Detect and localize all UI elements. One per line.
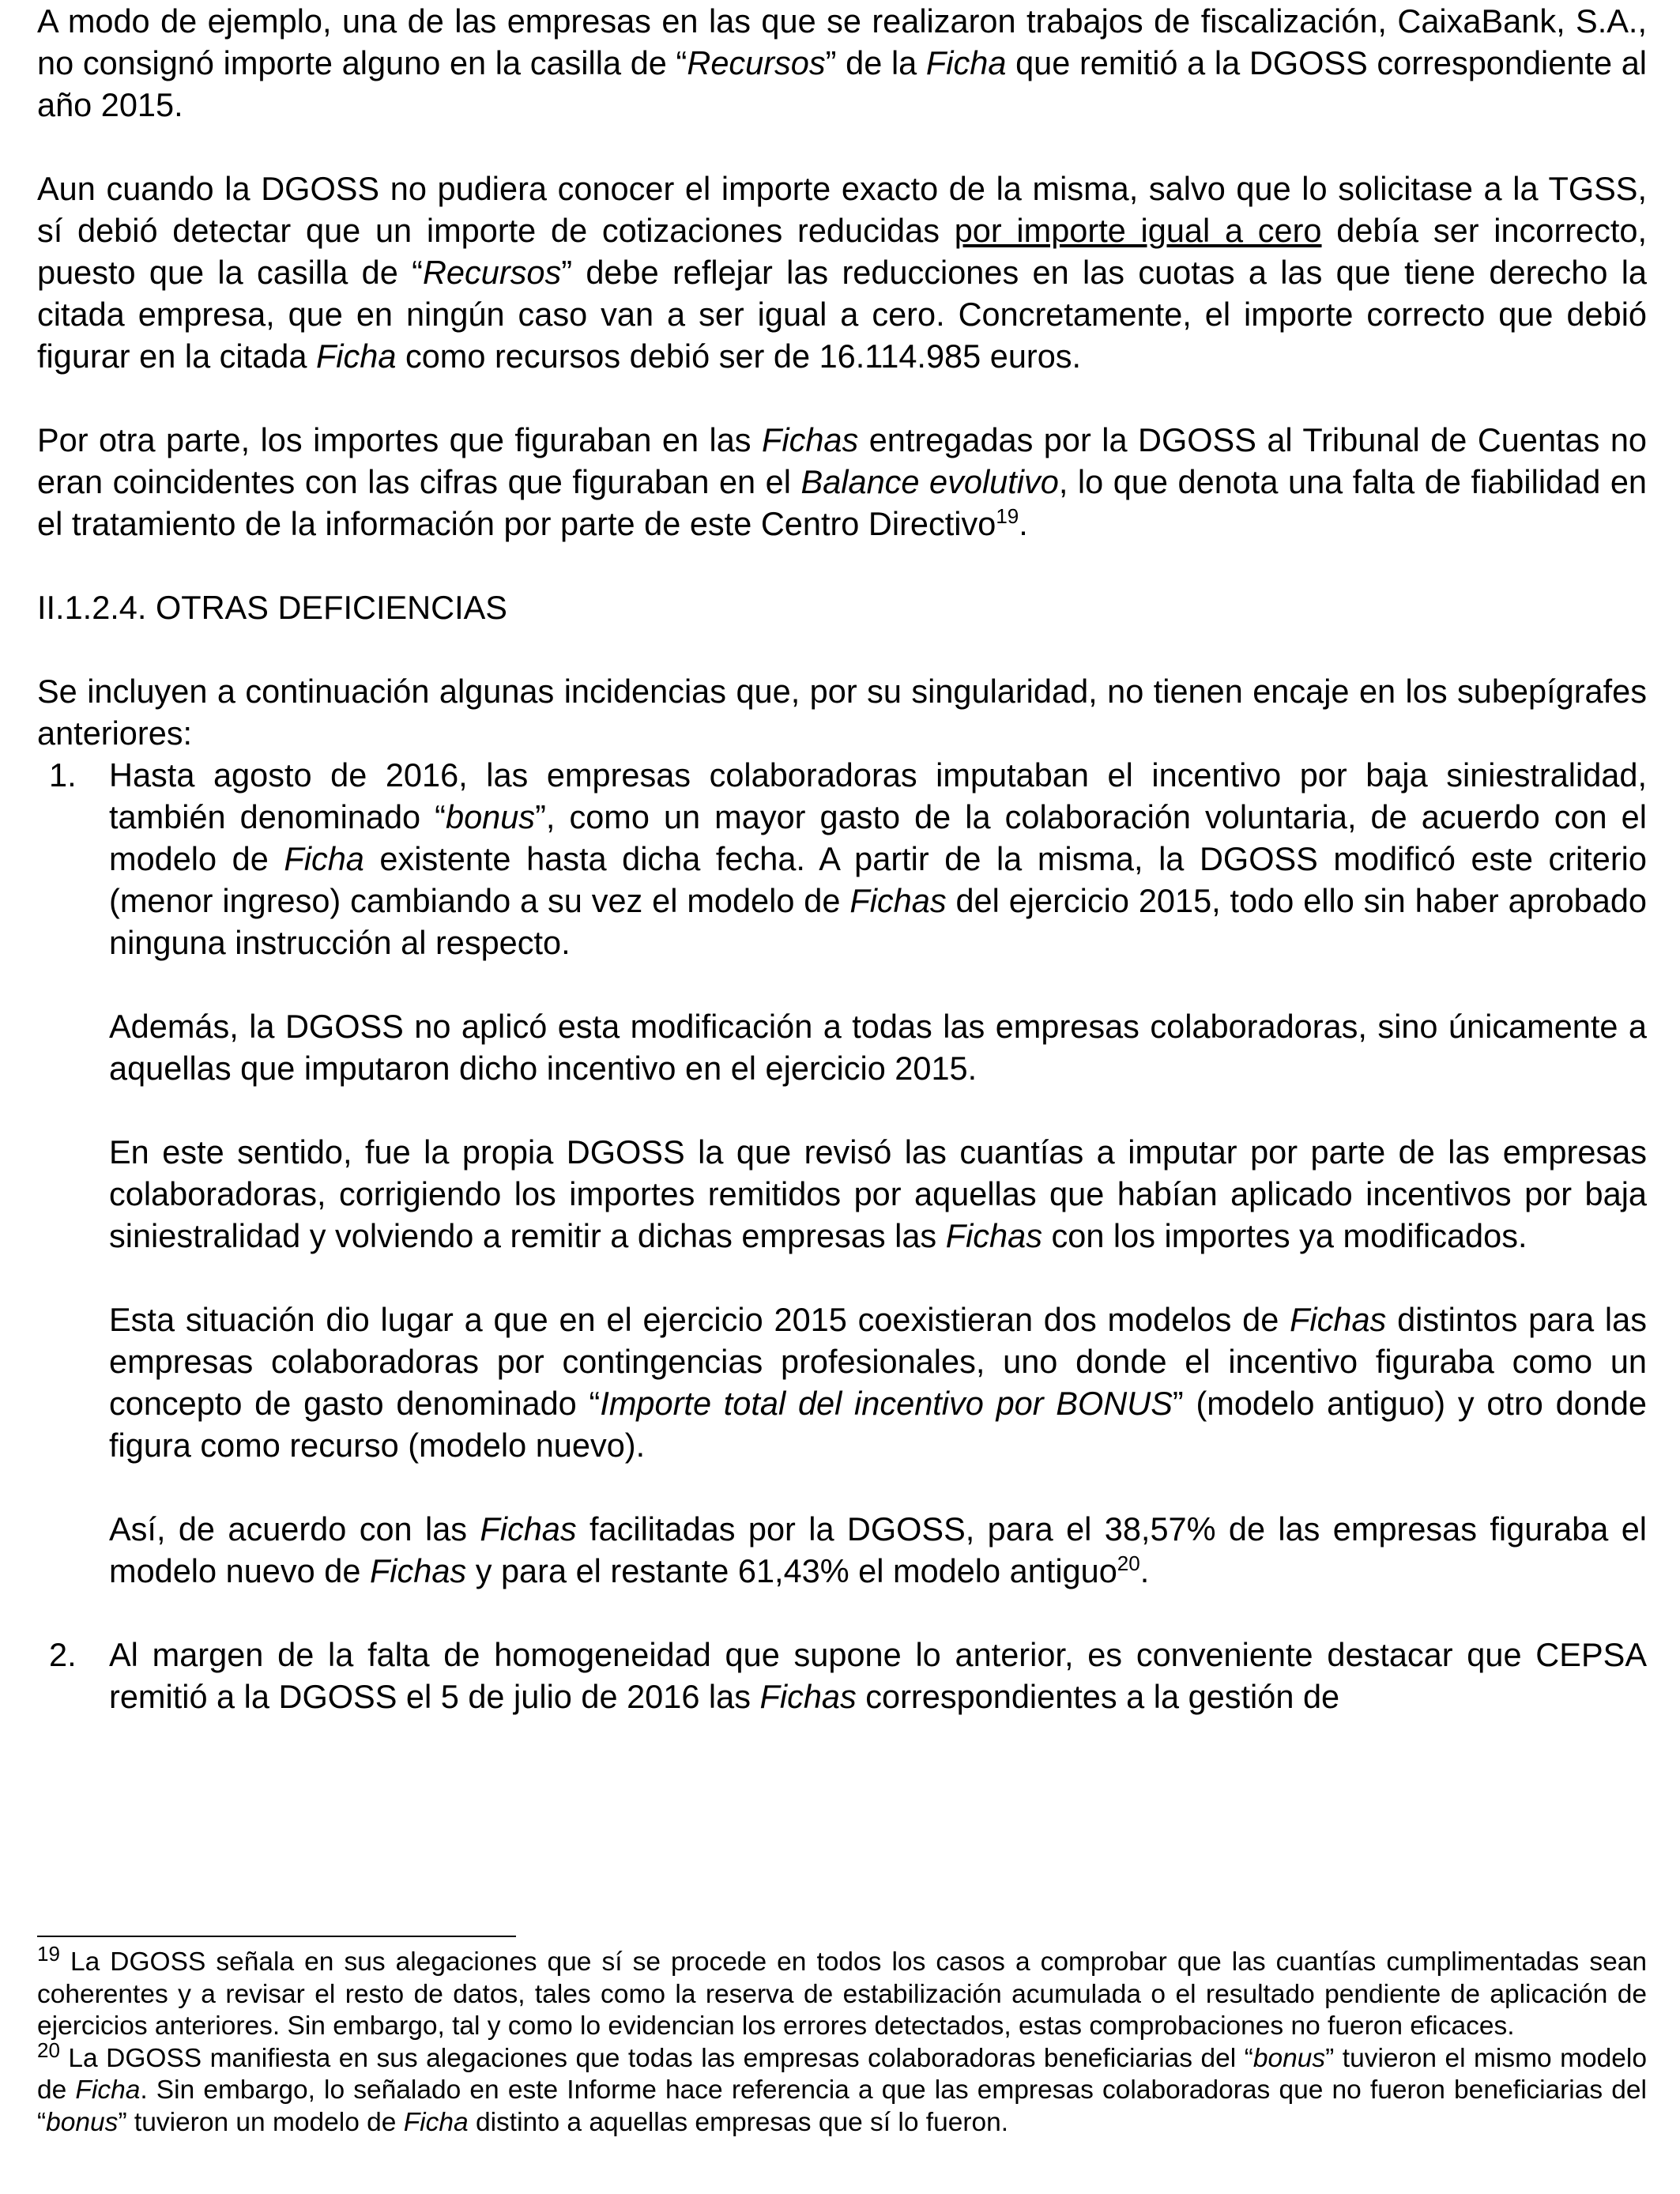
italic-text: bonus — [1252, 2043, 1326, 2073]
italic-text: Ficha — [75, 2075, 141, 2105]
list-item-1-paragraph-1 — [109, 754, 1647, 963]
footnote-text: La DGOSS señala en sus alegaciones que sí se procede en todos los casos a comprobar que las cuantías cumplimentadas sean coherentes y a revisar el resto de datos, tales como la reserva de estabilización acumulada o el resultado pendiente de aplicación de ejercicios anteriores. Sin embargo, tal y como lo evidencian los errores detectados, estas comprobaciones no fueron eficaces. — [37, 1947, 1647, 2041]
italic-text: Fichas — [480, 1510, 577, 1547]
footnote-20 — [37, 2038, 1647, 2139]
section-heading: II.1.2.4. OTRAS DEFICIENCIAS — [37, 589, 507, 626]
text-run: En este sentido, fue la propia DGOSS la que revisó las cuantías a imputar por parte de las empresas colaboradoras, corrigiendo los importes remitidos por aquellas que habían aplicado incentivos por baja siniestralidad y volviendo a remitir a dichas empresas las — [109, 1133, 1647, 1254]
list-item-1 — [37, 754, 1647, 1592]
list-item-1-paragraph-5 — [109, 1508, 1647, 1592]
italic-text: Ficha — [925, 44, 1007, 81]
footnote-text: ” tuvieron un modelo de — [118, 2107, 404, 2137]
text-run: correspondientes a la gestión de — [856, 1678, 1340, 1715]
footnote-text: distinto a aquellas empresas que sí lo fueron. — [468, 2107, 1009, 2137]
text-run: como recursos debió ser de 16.114.985 euros. — [396, 337, 1082, 375]
text-run: ” debe reflejar las reducciones en las cuotas a las que tiene derecho la citada empresa, que en ningún caso van a ser igual a cero. Concretamente, el importe correcto que debió figurar en la citada — [37, 254, 1648, 375]
footnote-text: ” tuvieron el mismo modelo de — [37, 2043, 1647, 2105]
text-run: A modo de ejemplo, una de las empresas en las que se realizaron trabajos de fiscalización, CaixaBank, S.A., no consignó importe alguno en la casilla de “ — [37, 2, 1647, 81]
paragraph-dgoss-detection — [37, 168, 1647, 377]
text-run: Por otra parte, los importes que figuraban en las — [37, 421, 762, 458]
italic-text: Recursos — [687, 44, 826, 81]
italic-text: Fichas — [945, 1217, 1042, 1254]
text-run: ”, como un mayor gasto de la colaboración voluntaria, de acuerdo con el modelo de — [109, 798, 1647, 877]
italic-text: Balance evolutivo — [800, 463, 1059, 500]
text-run: del ejercicio 2015, todo ello sin haber aprobado ninguna instrucción al respecto. — [109, 882, 1647, 961]
footnote-divider — [37, 1936, 516, 1937]
text-run: que remitió a la DGOSS correspondiente al año 2015. — [37, 44, 1647, 123]
underlined-text: por importe igual a cero — [954, 212, 1322, 249]
italic-text: Importe total del incentivo por BONUS — [600, 1385, 1173, 1422]
footnote-text: La DGOSS manifiesta en sus alegaciones que todas las empresas colaboradoras beneficiarias del “ — [59, 2043, 1253, 2073]
text-run: , lo que denota una falta de fiabilidad en el tratamiento de la información por parte de este Centro Directivo — [37, 463, 1647, 542]
text-run: Al margen de la falta de homogeneidad que supone lo anterior, es conveniente destacar que CEPSA remitió a la DGOSS el 5 de julio de 2016 las — [109, 1636, 1647, 1715]
text-run: Hasta agosto de 2016, las empresas colaboradoras imputaban el incentivo por baja siniestralidad, también denominado “ — [109, 756, 1647, 835]
footnote-mark: 20 — [37, 2038, 60, 2062]
footnote-text: . Sin embargo, lo señalado en este Informe hace referencia a que las empresas colaboradoras que no fueron beneficiarias del “ — [37, 2075, 1647, 2137]
paragraph-fichas-reliability — [37, 419, 1647, 545]
text-run: y para el restante 61,43% el modelo antiguo — [466, 1552, 1117, 1589]
footnote-19 — [37, 1941, 1647, 2043]
incidences-list — [37, 754, 1647, 1717]
text-run: distintos para las empresas colaboradoras por contingencias profesionales, uno donde el incentivo figuraba como un concepto de gasto denominado “ — [109, 1301, 1647, 1422]
italic-text: Ficha — [403, 2107, 469, 2137]
italic-text: Fichas — [369, 1552, 467, 1589]
footnotes-section — [37, 1936, 1647, 2139]
text-run: Aun cuando la DGOSS no pudiera conocer el importe exacto de la misma, salvo que lo solicitase a la TGSS, sí debió detectar que un importe de cotizaciones reducidas — [37, 170, 1647, 249]
text-run: debía ser incorrecto, puesto que la casilla de “ — [37, 212, 1647, 291]
italic-text: Fichas — [1290, 1301, 1387, 1338]
footnote-ref-20[interactable]: 20 — [1117, 1551, 1140, 1576]
list-item-2-paragraph-1 — [109, 1634, 1647, 1717]
paragraph-caixabank-example — [37, 0, 1647, 126]
text-run: . — [1139, 1552, 1150, 1589]
document-body — [37, 0, 1647, 1717]
text-run: Así, de acuerdo con las — [109, 1510, 480, 1547]
text-run: existente hasta dicha fecha. A partir de la misma, la DGOSS modificó este criterio (menor ingreso) cambiando a su vez el modelo de — [109, 840, 1647, 919]
text-run: entregadas por la DGOSS al Tribunal de Cuentas no eran coincidentes con las cifras que figuraban en el — [37, 421, 1648, 500]
footnote-ref-19[interactable]: 19 — [996, 504, 1019, 529]
list-item-2 — [37, 1634, 1647, 1717]
list-number: 1. — [49, 756, 77, 794]
italic-text: Recursos — [422, 254, 562, 291]
footnote-mark: 19 — [37, 1941, 60, 1966]
list-item-1-paragraph-2: Además, la DGOSS no aplicó esta modificación a todas las empresas colaboradoras, sino únicamente a aquellas que imputaron dicho incentivo en el ejercicio 2015. — [109, 1008, 1647, 1087]
italic-text: Fichas — [849, 882, 947, 919]
text-run: . — [1019, 505, 1028, 542]
list-item-1-paragraph-3 — [109, 1131, 1647, 1257]
italic-text: Ficha — [315, 337, 397, 375]
text-run: facilitadas por la DGOSS, para el 38,57% de las empresas figuraba el modelo nuevo de — [109, 1510, 1647, 1589]
italic-text: Fichas — [762, 421, 859, 458]
italic-text: bonus — [46, 2107, 119, 2137]
italic-text: Fichas — [759, 1678, 857, 1715]
italic-text: bonus — [445, 798, 536, 835]
text-run: con los importes ya modificados. — [1042, 1217, 1527, 1254]
text-run: ” (modelo antiguo) y otro donde figura como recurso (modelo nuevo). — [109, 1385, 1647, 1464]
list-item-1-paragraph-4 — [109, 1299, 1647, 1466]
paragraph-intro-incidences: Se incluyen a continuación algunas incidencias que, por su singularidad, no tienen encaje en los subepígrafes anteriores: — [37, 673, 1647, 752]
text-run: ” de la — [825, 44, 926, 81]
list-number: 2. — [49, 1636, 77, 1673]
italic-text: Ficha — [284, 840, 364, 877]
text-run: Esta situación dio lugar a que en el ejercicio 2015 coexistieran dos modelos de — [109, 1301, 1290, 1338]
